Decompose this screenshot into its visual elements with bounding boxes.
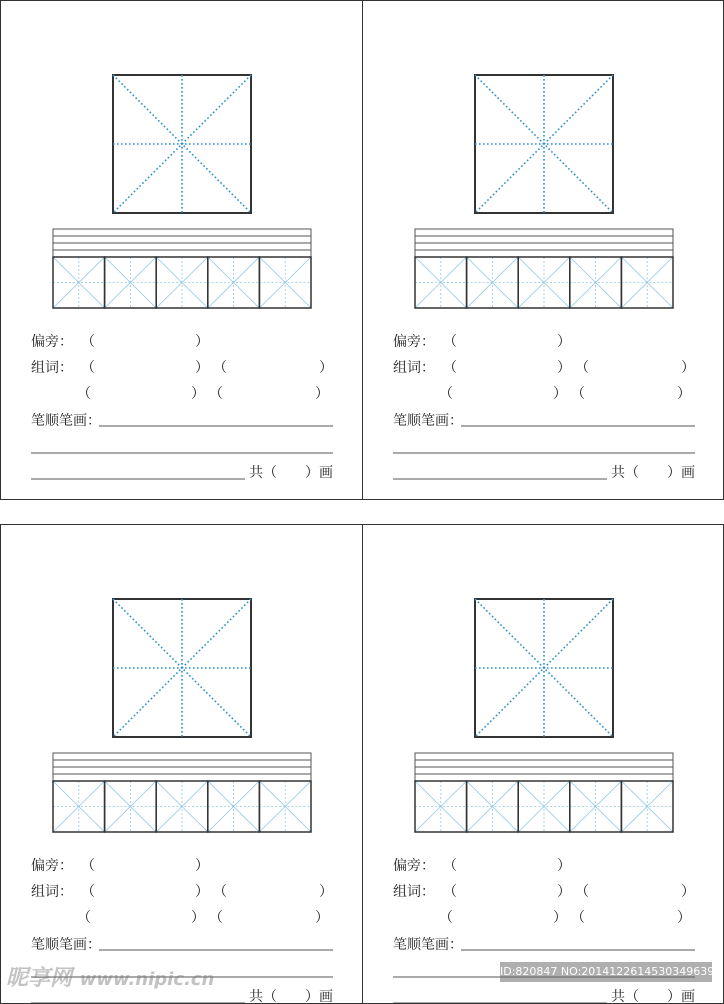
word-paren-close: ） xyxy=(319,884,333,900)
small-practice-box xyxy=(53,781,105,832)
stroke-count-label: 共（ ）画 xyxy=(611,989,695,1004)
small-box-row xyxy=(53,781,311,832)
radical-paren-close: ） xyxy=(557,334,571,350)
word-paren-close: ） xyxy=(191,386,205,402)
word-paren-open: （ xyxy=(443,884,457,900)
stroke-order-label: 笔顺笔画： xyxy=(393,413,463,429)
small-practice-box xyxy=(415,781,467,832)
small-practice-box xyxy=(208,781,260,832)
radical-label: 偏旁： xyxy=(393,858,435,874)
radical-paren-open: （ xyxy=(443,858,457,874)
word-paren-open: （ xyxy=(77,386,91,402)
watermark-id: ID:820847 NO:20141226145303496397 xyxy=(500,962,712,982)
radical-paren-close: ） xyxy=(195,334,209,350)
stroke-count-label: 共（ ）画 xyxy=(249,989,333,1004)
large-practice-box xyxy=(475,599,613,737)
word-paren-open: （ xyxy=(209,386,223,402)
word-paren-open: （ xyxy=(77,910,91,926)
small-practice-box xyxy=(259,257,311,308)
practice-card-bottom-left xyxy=(0,524,363,1004)
small-box-row xyxy=(415,781,673,832)
radical-paren-open: （ xyxy=(81,334,95,350)
words-label: 组词： xyxy=(31,360,73,376)
small-practice-box xyxy=(518,257,570,308)
word-paren-close: ） xyxy=(315,386,329,402)
practice-card-bottom-right xyxy=(362,524,724,1004)
small-practice-box xyxy=(570,781,622,832)
small-practice-box xyxy=(621,257,673,308)
word-paren-close: ） xyxy=(195,884,209,900)
words-label: 组词： xyxy=(31,884,73,900)
words-label: 组词： xyxy=(393,884,435,900)
word-paren-open: （ xyxy=(443,360,457,376)
stroke-order-label: 笔顺笔画： xyxy=(393,937,463,953)
small-practice-box xyxy=(105,257,157,308)
small-practice-box xyxy=(518,781,570,832)
word-paren-close: ） xyxy=(553,386,567,402)
small-practice-box xyxy=(467,257,519,308)
word-paren-open: （ xyxy=(439,910,453,926)
words-label: 组词： xyxy=(393,360,435,376)
word-paren-open: （ xyxy=(213,360,227,376)
word-paren-close: ） xyxy=(553,910,567,926)
pinyin-lines xyxy=(53,753,311,781)
radical-paren-open: （ xyxy=(443,334,457,350)
word-paren-close: ） xyxy=(191,910,205,926)
large-practice-box xyxy=(475,75,613,213)
watermark-logo-text: 昵享网 xyxy=(6,966,73,991)
small-practice-box xyxy=(156,257,208,308)
card-drawing xyxy=(363,525,724,1004)
watermark-site: www.nipic.cn xyxy=(79,969,215,990)
word-paren-close: ） xyxy=(557,360,571,376)
watermark-logo xyxy=(6,961,214,992)
small-practice-box xyxy=(621,781,673,832)
small-practice-box xyxy=(105,781,157,832)
small-practice-box xyxy=(467,781,519,832)
radical-paren-close: ） xyxy=(557,858,571,874)
word-paren-open: （ xyxy=(575,884,589,900)
practice-card-top-right xyxy=(362,0,724,500)
word-paren-close: ） xyxy=(677,386,691,402)
stroke-order-label: 笔顺笔画： xyxy=(31,413,101,429)
word-paren-open: （ xyxy=(213,884,227,900)
small-practice-box xyxy=(259,781,311,832)
word-paren-close: ） xyxy=(315,910,329,926)
large-practice-box xyxy=(113,599,251,737)
stroke-count-label: 共（ ）画 xyxy=(611,465,695,481)
card-drawing xyxy=(1,525,363,1004)
word-paren-close: ） xyxy=(681,360,695,376)
pinyin-lines xyxy=(415,229,673,257)
small-practice-box xyxy=(53,257,105,308)
word-paren-close: ） xyxy=(557,884,571,900)
small-practice-box xyxy=(570,257,622,308)
word-paren-close: ） xyxy=(677,910,691,926)
pinyin-lines xyxy=(53,229,311,257)
large-practice-box xyxy=(113,75,251,213)
radical-paren-close: ） xyxy=(195,858,209,874)
small-box-row xyxy=(415,257,673,308)
word-paren-open: （ xyxy=(81,360,95,376)
stroke-count-label: 共（ ）画 xyxy=(249,465,333,481)
word-paren-open: （ xyxy=(81,884,95,900)
word-paren-open: （ xyxy=(575,360,589,376)
practice-card-top-left xyxy=(0,0,363,500)
word-paren-open: （ xyxy=(209,910,223,926)
small-box-row xyxy=(53,257,311,308)
radical-label: 偏旁： xyxy=(393,334,435,350)
word-paren-close: ） xyxy=(319,360,333,376)
word-paren-open: （ xyxy=(571,386,585,402)
word-paren-close: ） xyxy=(681,884,695,900)
radical-label: 偏旁： xyxy=(31,858,73,874)
small-practice-box xyxy=(415,257,467,308)
radical-label: 偏旁： xyxy=(31,334,73,350)
stroke-order-label: 笔顺笔画： xyxy=(31,937,101,953)
pinyin-lines xyxy=(415,753,673,781)
word-paren-open: （ xyxy=(439,386,453,402)
small-practice-box xyxy=(208,257,260,308)
word-paren-open: （ xyxy=(571,910,585,926)
small-practice-box xyxy=(156,781,208,832)
radical-paren-open: （ xyxy=(81,858,95,874)
word-paren-close: ） xyxy=(195,360,209,376)
